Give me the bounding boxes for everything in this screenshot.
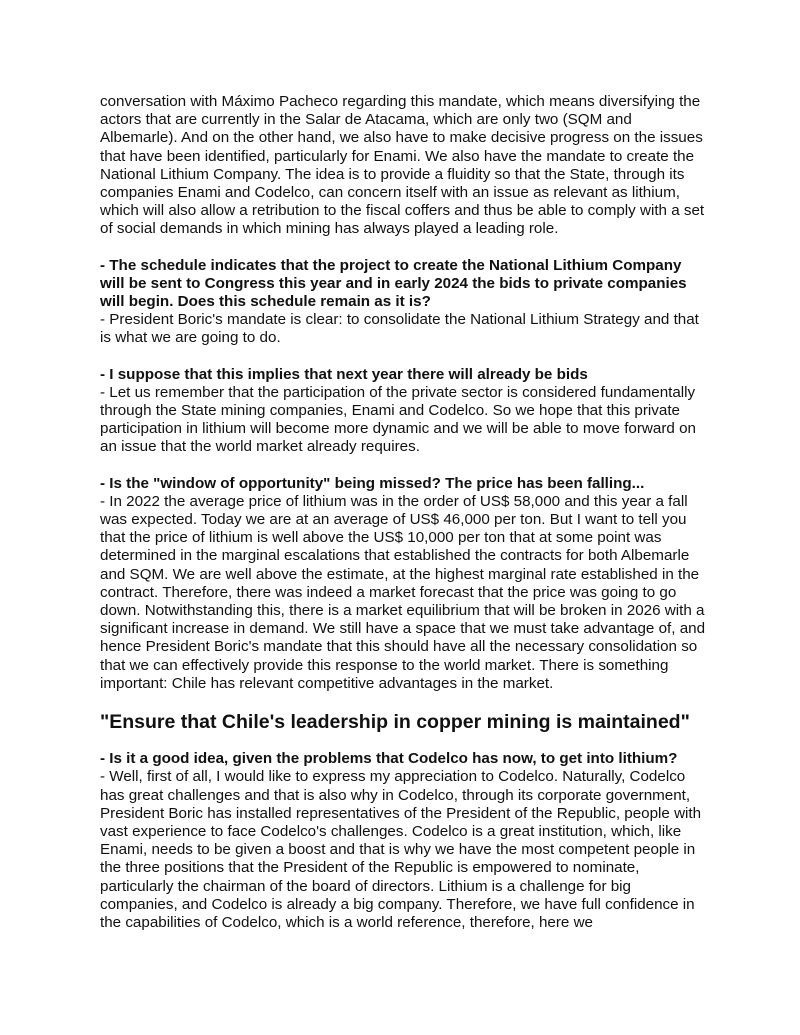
document-page: [100, 93, 710, 932]
section-heading: "Ensure that Chile's leadership in copper mining is maintained": [100, 711, 690, 734]
spacer: [100, 734, 710, 750]
spacer: [100, 348, 710, 366]
question-window: - Is the "window of opportunity" being missed? The price has been falling...: [100, 474, 645, 492]
question-schedule: - The schedule indicates that the project to create the National Lithium Company will be sent to Congress this year and in early 2024 the bids to private companies will begin. Does this schedule remain as it is?: [100, 256, 687, 311]
question-codelco: - Is it a good idea, given the problems that Codelco has now, to get into lithium?: [100, 750, 678, 768]
spacer: [100, 693, 710, 710]
spacer: [100, 239, 710, 257]
answer-codelco: - Well, first of all, I would like to express my appreciation to Codelco. Naturally, Codelco has great challenges and that is also why in Codelco, through its corporate government, President Boric has installed representatives of the President of the Republic, people with vast experience to face Codelco's challenges. Codelco is a great institution, which, like Enami, needs to be given a boost and that is why we have the most competent people in the three positions that the President of the Republic is empowered to nominate, particularly the chairman of the board of directors. Lithium is a challenge for big companies, and Codelco is already a big company. Therefore, we have full confidence in the capabilities of Codelco, which is a world reference, therefore, here we: [100, 768, 702, 931]
answer-bids: - Let us remember that the participation of the private sector is considered fundamentally through the State mining companies, Enami and Codelco. So we hope that this private participation in lithium will become more dynamic and we will be able to move forward on an issue that the world market already requires.: [100, 383, 696, 456]
answer-schedule: - President Boric's mandate is clear: to consolidate the National Lithium Strategy and that is what we are going to do.: [100, 311, 699, 347]
paragraph-intro: conversation with Máximo Pacheco regarding this mandate, which means diversifying the actors that are currently in the Salar de Atacama, which are only two (SQM and Albemarle). And on the other hand, we also have to make decisive progress on the issues that have been identified, particularly for Enami. We also have the mandate to create the National Lithium Company. The idea is to provide a fluidity so that the State, through its companies Enami and Codelco, can concern itself with an issue as relevant as lithium, which will also allow a retribution to the fiscal coffers and thus be able to comply with a set of social demands in which mining has always played a leading role.: [100, 93, 705, 238]
answer-window: - In 2022 the average price of lithium was in the order of US$ 58,000 and this year a fall was expected. Today we are at an average of US$ 46,000 per ton. But I want to tell you that the price of lithium is well above the US$ 10,000 per ton that at some point was determined in the marginal escalations that established the contracts for both Albemarle and SQM. We are well above the estimate, at the highest marginal rate established in the contract. Therefore, there was indeed a market forecast that the price was going to go down. Notwithstanding this, there is a market equilibrium that will be broken in 2026 with a significant increase in demand. We still have a space that we must take advantage of, and hence President Boric's mandate that this should have all the necessary consolidation so that we can effectively provide this response to the world market. There is something important: Chile has relevant competitive advantages in the market.: [100, 492, 706, 692]
spacer: [100, 457, 710, 475]
question-bids: - I suppose that this implies that next year there will already be bids: [100, 365, 588, 383]
